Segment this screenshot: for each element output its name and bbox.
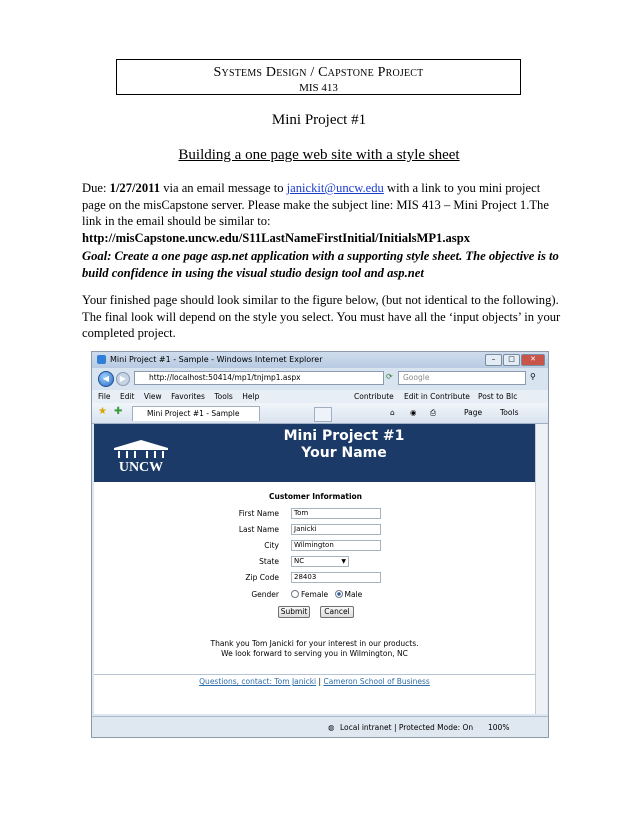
zoom-level[interactable]: 100%: [488, 723, 510, 732]
menu-help[interactable]: Help: [242, 392, 260, 401]
state-value: NC: [294, 557, 305, 565]
contact-link[interactable]: Questions, contact: Tom Janicki: [199, 677, 317, 686]
contribute-button[interactable]: Contribute: [354, 392, 394, 401]
tools-menu[interactable]: Tools: [500, 408, 519, 417]
first-name-label: First Name: [238, 509, 279, 518]
home-icon[interactable]: ⌂: [390, 408, 395, 417]
due-paragraph: [82, 180, 562, 246]
male-label: Male: [344, 590, 363, 599]
course-title-text: Systems Design / Capstone Project: [213, 65, 424, 80]
ie-icon: [97, 355, 106, 364]
goal-paragraph: Goal: Create a one page asp.net application with a supporting style sheet. The objective is to build confidence in using the visual studio design tool and asp.net: [82, 249, 559, 280]
back-icon[interactable]: ◀: [98, 371, 114, 387]
page-footer: [94, 674, 535, 689]
address-row: [92, 368, 548, 390]
finished-paragraph: Your finished page should look similar to the figure below, (but not identical to the following). The final look will depend on the style you select. You must have all the ‘input objects’ in your completed project.: [82, 293, 561, 340]
menu-favorites[interactable]: Favorites: [171, 392, 205, 401]
edit-contribute-button[interactable]: Edit in Contribute: [404, 392, 470, 401]
email-link[interactable]: janickit@uncw.edu: [286, 181, 384, 195]
page-content: [94, 424, 535, 714]
chevron-down-icon: ▼: [341, 558, 346, 565]
mini-project-title: Mini Project #1: [271, 112, 367, 128]
thanks-line-1: Thank you Tom Janicki for your interest in our products.: [210, 639, 419, 648]
globe-icon: ◍: [328, 723, 335, 732]
thanks-line-2: We look forward to serving you in Wilmington, NC: [221, 649, 408, 658]
tab-sample[interactable]: [132, 406, 260, 421]
cancel-button[interactable]: Cancel: [320, 606, 354, 618]
male-radio[interactable]: [335, 590, 343, 598]
menu-file[interactable]: File: [98, 392, 111, 401]
due-text1: via an email message to: [163, 181, 284, 195]
menu-bar: [92, 390, 548, 403]
page-banner: [94, 424, 535, 482]
female-radio[interactable]: [291, 590, 299, 598]
zip-input[interactable]: 28403: [291, 572, 381, 583]
example-url: http://misCapstone.uncw.edu/S11LastNameFirstInitial/InitialsMP1.aspx: [82, 230, 471, 245]
svg-text:UNCW: UNCW: [118, 460, 164, 474]
menu-tools[interactable]: Tools: [214, 392, 233, 401]
first-name-input[interactable]: Tom: [291, 508, 381, 519]
subtitle: Building a one page web site with a style sheet: [178, 147, 460, 163]
uncw-logo: [106, 438, 176, 474]
close-button[interactable]: ✕: [521, 354, 545, 366]
maximize-button[interactable]: □: [503, 354, 520, 366]
page-menu[interactable]: Page: [464, 408, 483, 417]
zip-label: Zip Code: [245, 573, 279, 582]
window-titlebar: [92, 352, 548, 368]
window-controls: [484, 354, 545, 365]
window-title: Mini Project #1 - Sample - Windows Internet Explorer: [110, 355, 323, 364]
female-label: Female: [301, 590, 329, 599]
minimize-button[interactable]: –: [485, 354, 502, 366]
city-input[interactable]: Wilmington: [291, 540, 381, 551]
city-label: City: [264, 541, 279, 550]
state-label: State: [259, 557, 279, 566]
state-select[interactable]: [291, 556, 349, 567]
menu-view[interactable]: View: [143, 392, 162, 401]
banner-project-title: Mini Project #1: [283, 428, 405, 444]
header-box: [116, 59, 521, 95]
address-bar[interactable]: http://localhost:50414/mp1/tnjmp1.aspx: [134, 371, 384, 385]
gender-label: Gender: [251, 590, 279, 599]
last-name-label: Last Name: [238, 525, 279, 534]
submit-button[interactable]: Submit: [278, 606, 310, 618]
vertical-scrollbar[interactable]: [535, 424, 547, 714]
refresh-icon[interactable]: ⟳: [386, 372, 393, 381]
footer-separator: |: [318, 677, 322, 686]
course-title: [117, 65, 520, 81]
status-bar: [92, 716, 548, 738]
search-icon[interactable]: ⚲: [530, 372, 536, 381]
gender-radios: [291, 590, 362, 599]
forward-icon[interactable]: ▶: [116, 372, 130, 386]
status-zone: Local intranet | Protected Mode: On: [340, 723, 474, 732]
due-text2: with a link to you mini project page on the misCapstone server. Please make the subject line: MIS 413 – Mini Project 1.The link in the email should be similar to:: [82, 181, 549, 228]
search-input[interactable]: Google: [398, 371, 526, 385]
customer-info-heading: Customer Information: [269, 492, 363, 501]
browser-screenshot: [91, 351, 549, 738]
print-icon[interactable]: ⎙: [430, 408, 436, 417]
course-number: MIS 413: [299, 82, 338, 94]
new-tab-button[interactable]: [314, 407, 332, 422]
banner-your-name: Your Name: [301, 445, 387, 461]
tab-label: Mini Project #1 - Sample: [147, 409, 240, 418]
cameron-link[interactable]: Cameron School of Business: [323, 677, 430, 686]
due-date: 1/27/2011: [109, 181, 161, 195]
post-blog-button[interactable]: Post to Blc: [478, 392, 518, 401]
due-label: Due:: [82, 181, 107, 195]
banner-title: [234, 428, 454, 462]
feeds-icon[interactable]: ◉: [410, 408, 417, 417]
favorites-star-icon[interactable]: ★: [98, 406, 107, 417]
uncw-logo-graphic: [106, 438, 176, 474]
menu-edit[interactable]: Edit: [119, 392, 135, 401]
tab-row: [92, 403, 548, 424]
last-name-input[interactable]: Janicki: [291, 524, 381, 535]
add-favorites-icon[interactable]: ✚: [114, 406, 123, 417]
